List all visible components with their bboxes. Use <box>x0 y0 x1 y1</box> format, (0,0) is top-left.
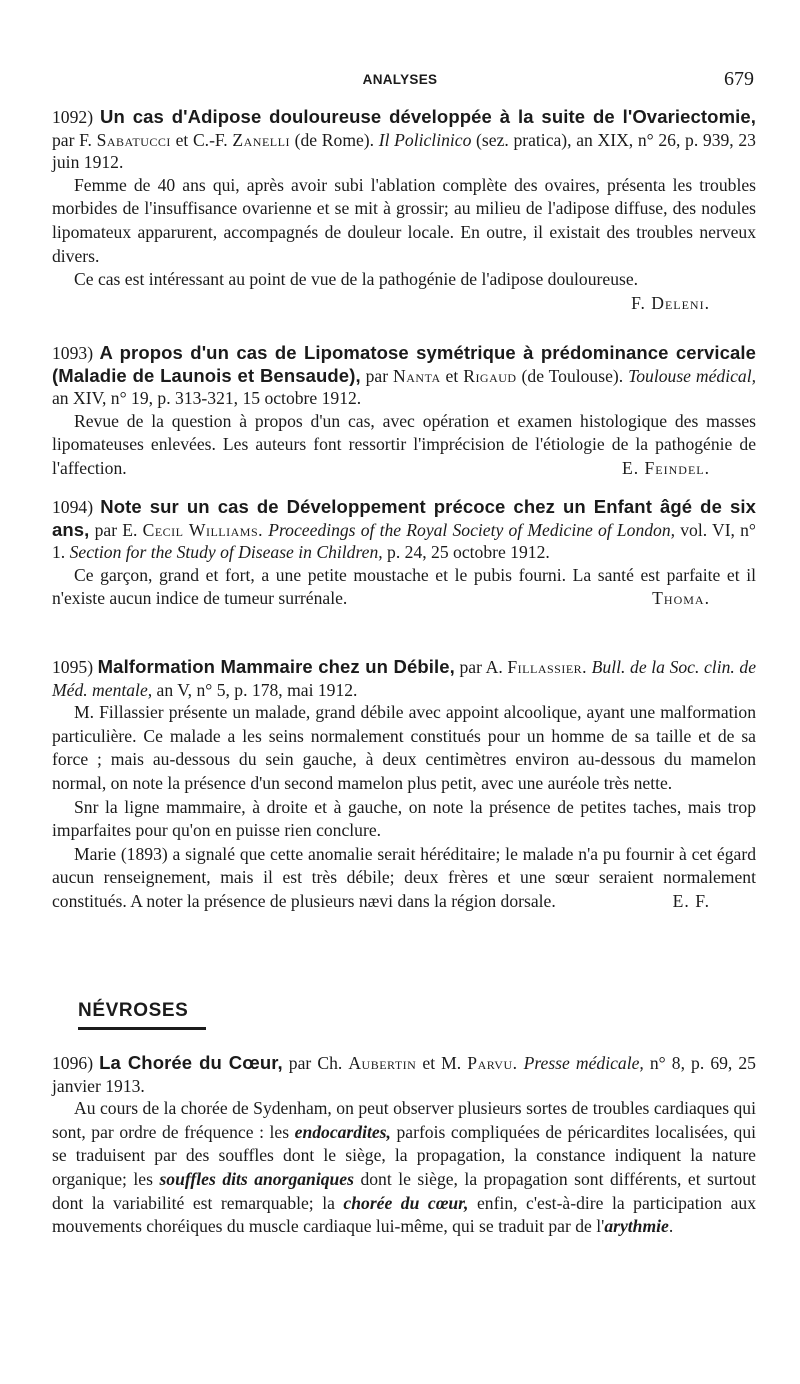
abstract-1092 <box>52 106 756 315</box>
abstract-title: La Chorée du Cœur, <box>99 1052 283 1073</box>
emphasis: souffles dits anorganiques <box>159 1168 354 1189</box>
abstract-1096 <box>52 1052 756 1239</box>
journal-section: Section for the Study of Disease in Children, <box>69 542 383 563</box>
abstract-heading: 1094) Note sur un cas de Développement précoce chez un Enfant âgé de six ans, par E. Cecil Williams. Proceedings of the Royal Society of Medicine of London, vol. VI, n° 1. Section for the Study of Disease in Children, p. 24, 25 octobre 1912. <box>52 496 756 563</box>
reviewer-signature: E. F. <box>672 890 710 911</box>
page-number: 679 <box>724 68 754 90</box>
section-heading <box>78 1000 206 1030</box>
citation-details: (sez. pratica), an XIX, n° 26, p. 939, 23 juin 1912. <box>52 129 756 173</box>
emphasis: chorée du cœur, <box>343 1192 469 1213</box>
running-title: ANALYSES <box>362 72 438 87</box>
abstract-number: 1092) <box>52 107 94 127</box>
author: Zanelli <box>232 129 290 150</box>
author: Fillassier. <box>507 657 588 677</box>
citation-details: an V, n° 5, p. 178, mai 1912. <box>152 679 358 700</box>
author: Aubertin <box>348 1053 417 1073</box>
abstract-number: 1096) <box>52 1053 94 1073</box>
journal-name: Toulouse médical, <box>628 365 757 386</box>
abstract-paragraph: M. Fillassier présente un malade, grand débile avec appoint alcoolique, ayant une malformation particulière. Ce malade a les seins normalement constitués pour un homme de sa taille et de sa force ; mais au-dessous du sein gauche, à deux centimètres environ au-dessous du mamelon normal, on note la présence d'un second mamelon plus petit, avec une auréole très nette. <box>52 702 756 793</box>
abstract-paragraph: Snr la ligne mammaire, à droite et à gauche, on note la présence de petites taches, mais trop imparfaites pour qu'on en puisse rien conclure. <box>52 796 756 841</box>
abstract-heading: 1095) Malformation Mammaire chez un Débile, par A. Fillassier. Bull. de la Soc. clin. de Méd. mentale, an V, n° 5, p. 178, mai 1912. <box>52 656 757 700</box>
abstract-number: 1093) <box>52 343 94 363</box>
abstract-paragraph: Marie (1893) a signalé que cette anomalie serait héréditaire; le malade n'a pu fournir à cet égard aucun renseignement, mais il est très débile; deux frères et une sœur seraient normalement constitués. A noter la présence de plusieurs nævi dans la région dorsale. E. F. <box>52 843 756 914</box>
journal-name: Il Policlinico <box>378 129 472 150</box>
emphasis: endocardites, <box>294 1121 391 1142</box>
citation-details: n° 8, p. 69, 25 janvier 1913. <box>52 1053 756 1096</box>
citation-details: an XIV, n° 19, p. 313-321, 15 octobre 1912. <box>52 388 362 409</box>
author: Sabatucci <box>96 129 171 150</box>
author: Rigaud <box>463 365 517 386</box>
abstract-title: Malformation Mammaire chez un Débile, <box>97 656 455 677</box>
abstract-paragraph: Ce garçon, grand et fort, a une petite moustache et le pubis fourni. La santé est parfaite et il n'existe aucun indice de tumeur surrénale. Thoma. <box>52 564 756 611</box>
emphasis: arythmie <box>604 1216 669 1237</box>
reviewer-signature: F. Deleni. <box>631 292 710 313</box>
journal-name: Presse médicale, <box>517 1053 644 1073</box>
citation-details: p. 24, 25 octobre 1912. <box>382 542 550 563</box>
abstract-paragraph: Femme de 40 ans qui, après avoir subi l'ablation complète des ovaires, présenta les troubles morbides de l'insuffisance ovarienne et se mit à grossir; au milieu de l'adipose diffuse, des nodules lipomateux apparurent, accompagnés de douleur locale. En outre, il existait des troubles nerveux divers. <box>52 174 756 266</box>
reviewer-signature: E. Feindel. <box>621 457 710 478</box>
abstract-1093 <box>52 342 756 481</box>
abstract-number: 1094) <box>52 497 94 517</box>
author: Cecil Williams. <box>142 519 264 540</box>
reviewer-signature: Thoma. <box>652 588 710 609</box>
citation-details: vol. VI, n° 1. <box>52 519 756 563</box>
abstract-paragraph: Ce cas est intéressant au point de vue de la pathogénie de l'adipose douloureuse. F. Deleni. <box>52 268 756 292</box>
abstract-paragraph: Au cours de la chorée de Sydenham, on peut observer plusieurs sortes de troubles cardiaques qui sont, par ordre de fréquence : les endocardites, parfois compliquées de péricardites localisées, qui se traduisent par des souffles dont le siège, la propagation, la constance indiquent la nature organique; les souffles dits anorganiques dont le siège, la propagation sont différents, et surtout dont la variabilité est remarquable; la chorée du cœur, enfin, c'est-à-dire la participation aux mouvements choréiques du muscle cardiaque lui-même, qui se traduit par de l'arythmie. <box>52 1098 757 1237</box>
section-title: NÉVROSES <box>78 1000 189 1021</box>
section-underline <box>78 1027 206 1030</box>
abstract-1094 <box>52 496 756 611</box>
abstract-heading: 1092) Un cas d'Adipose douloureuse développée à la suite de l'Ovariectomie, par F. Sabatucci et C.-F. Zanelli (de Rome). Il Policlinico (sez. pratica), an XIX, n° 26, p. 939, 23 juin 1912. <box>52 106 756 173</box>
abstract-paragraph: Revue de la question à propos d'un cas, avec opération et examen histologique des masses lipomateuses enlevées. Les auteurs font ressortir l'imprécision de l'étiologie de la pathogénie de l'affection. E. Feindel. <box>52 410 756 481</box>
author: Parvu. <box>467 1053 518 1073</box>
author: Nanta <box>393 365 441 386</box>
running-head <box>0 68 800 94</box>
journal-name: Bull. de la Soc. clin. de Méd. mentale, <box>52 657 757 700</box>
abstract-number: 1095) <box>52 657 94 677</box>
abstract-title: Un cas d'Adipose douloureuse développée à la suite de l'Ovariectomie, <box>100 106 756 127</box>
abstract-title: Note sur un cas de Développement précoce chez un Enfant âgé de six ans, <box>52 496 756 540</box>
abstract-heading: 1093) A propos d'un cas de Lipomatose symétrique à prédominance cervicale (Maladie de Launois et Bensaude), par Nanta et Rigaud (de Toulouse). Toulouse médical, an XIV, n° 19, p. 313-321, 15 octobre 1912. <box>52 342 757 409</box>
journal-name: Proceedings of the Royal Society of Medicine of London, <box>263 519 676 540</box>
abstract-heading: 1096) La Chorée du Cœur, par Ch. Aubertin et M. Parvu. Presse médicale, n° 8, p. 69, 25 janvier 1913. <box>52 1052 756 1096</box>
abstract-title: A propos d'un cas de Lipomatose symétrique à prédominance cervicale (Maladie de Launois et Bensaude), <box>52 342 756 386</box>
abstract-1095 <box>52 656 756 914</box>
